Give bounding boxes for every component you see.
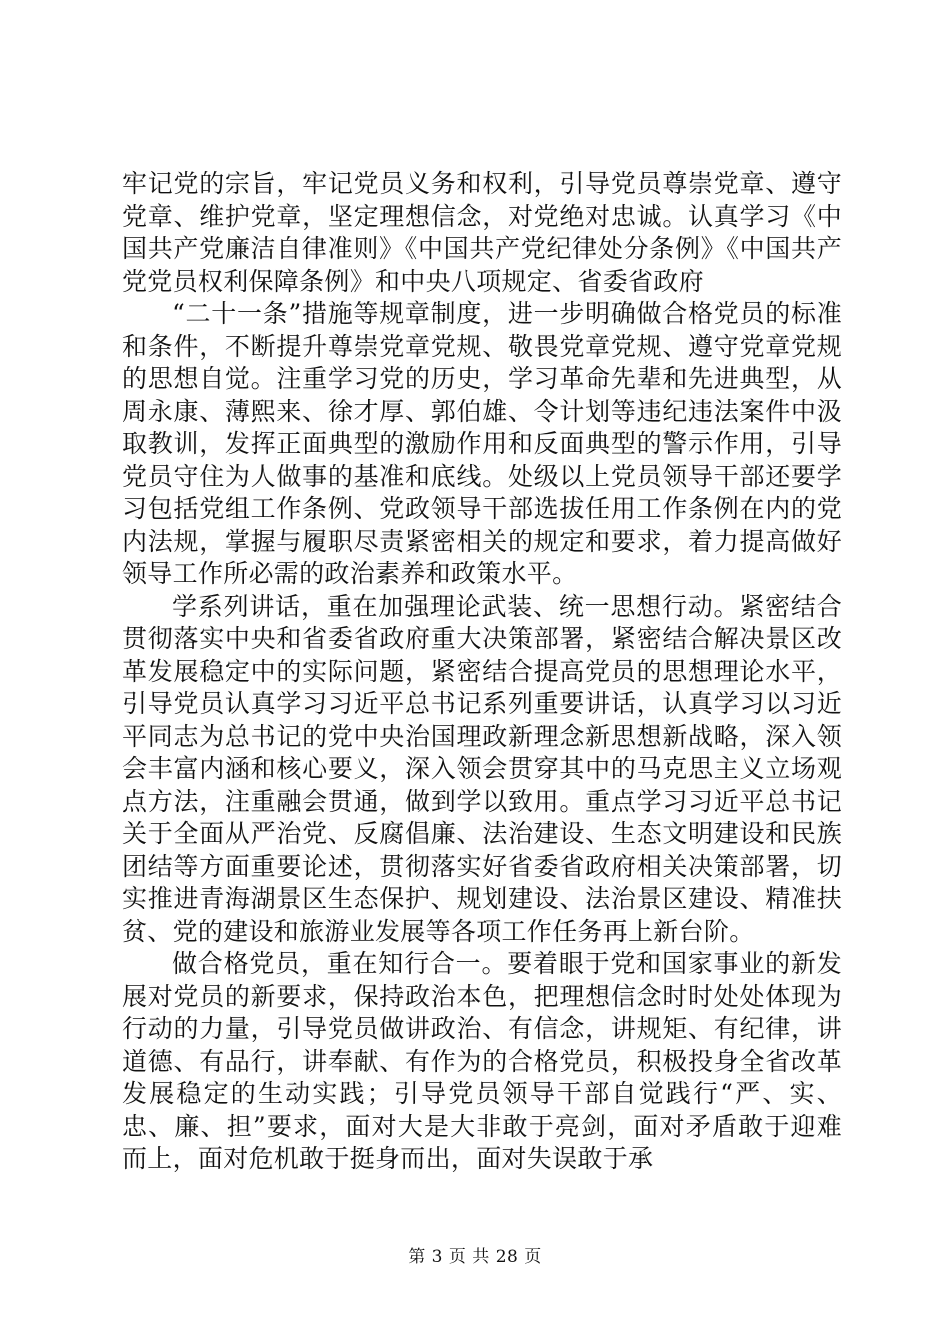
- paragraph-1: 牢记党的宗旨，牢记党员义务和权利，引导党员尊崇党章、遵守党章、维护党章，坚定理想信念，对党绝对忠诚。认真学习《中国共产党廉洁自律准则》《中国共产党纪律处分条例》《中国共产党党员权利保障条例》和中央八项规定、省委省政府: [122, 169, 842, 296]
- paragraph-4: 做合格党员，重在知行合一。要着眼于党和国家事业的新发展对党员的新要求，保持政治本色，把理想信念时时处处体现为行动的力量，引导党员做讲政治、有信念，讲规矩、有纪律，讲道德、有品行，讲奉献、有作为的合格党员，积极投身全省改革发展稳定的生动实践；引导党员领导干部自觉践行“严、实、忠、廉、担”要求，面对大是大非敢于亮剑，面对矛盾敢于迎难而上，面对危机敢于挺身而出，面对失误敢于承: [122, 949, 842, 1173]
- paragraph-2: “二十一条”措施等规章制度，进一步明确做合格党员的标准和条件，不断提升尊崇党章党规、敬畏党章党规、遵守党章党规的思想自觉。注重学习党的历史，学习革命先辈和先进典型，从周永康、薄熙来、徐才厚、郭伯雄、令计划等违纪违法案件中汲取教训，发挥正面典型的激励作用和反面典型的警示作用，引导党员守住为人做事的基准和底线。处级以上党员领导干部还要学习包括党组工作条例、党政领导干部选拔任用工作条例在内的党内法规，掌握与履职尽责紧密相关的规定和要求，着力提高做好领导工作所必需的政治素养和政策水平。: [122, 299, 842, 588]
- page-number-footer: 第 3 页 共 28 页: [408, 1247, 542, 1267]
- body-text: [122, 168, 842, 1176]
- paragraph-3: 学系列讲话，重在加强理论武装、统一思想行动。紧密结合贯彻落实中央和省委省政府重大决策部署，紧密结合解决景区改革发展稳定中的实际问题，紧密结合提高党员的思想理论水平，引导党员认真学习习近平总书记系列重要讲话，认真学习以习近平同志为总书记的党中央治国理政新理念新思想新战略，深入领会丰富内涵和核心要义，深入领会贯穿其中的马克思主义立场观点方法，注重融会贯通，做到学以致用。重点学习习近平总书记关于全面从严治党、反腐倡廉、法治建设、生态文明建设和民族团结等方面重要论述，贯彻落实好省委省政府相关决策部署，切实推进青海湖景区生态保护、规划建设、法治景区建设、精准扶贫、党的建设和旅游业发展等各项工作任务再上新台阶。: [122, 591, 842, 946]
